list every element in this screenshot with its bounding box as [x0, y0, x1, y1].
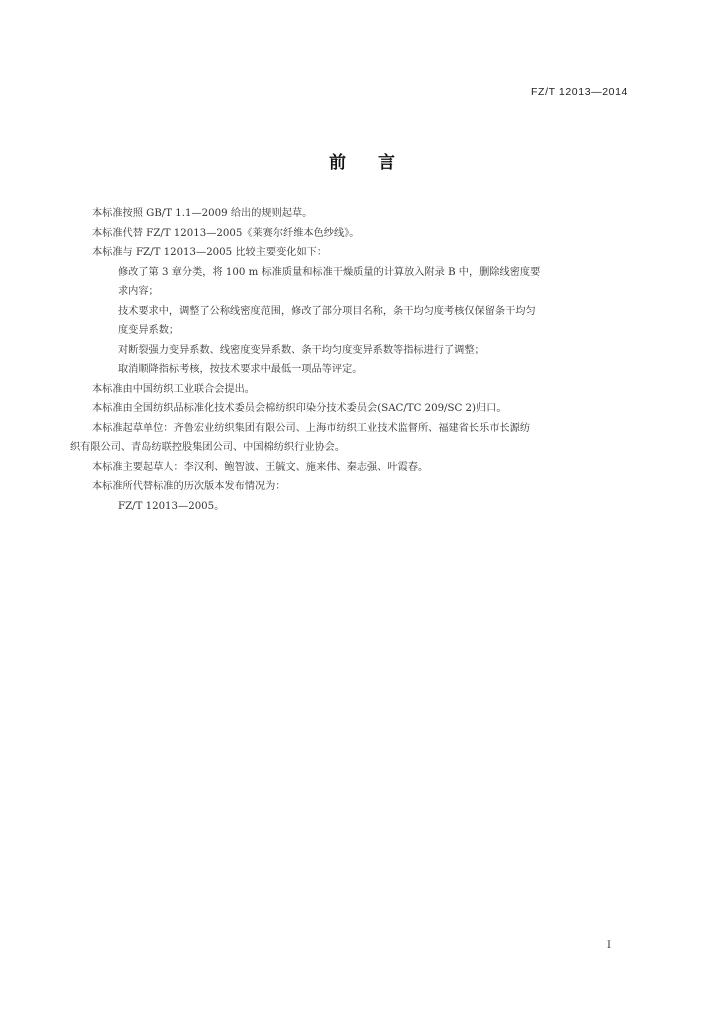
- standard-code: FZ/T 12013—2014: [531, 86, 628, 98]
- change-item-technical-requirements: 技术要求中，调整了公称线密度范围，修改了部分项目名称，条干均匀度考核仅保留条干均匀: [118, 305, 536, 317]
- change-item-indicators: 对断裂强力变异系数、线密度变异系数、条干均匀度变异系数等指标进行了调整；: [118, 344, 485, 356]
- paragraph-drafting-rules: 本标准按照 GB/T 1.1—2009 给出的规则起草。: [92, 208, 313, 219]
- change-item-classification: 修改了第 3 章分类，将 100 m 标准质量和标准干燥质量的计算放入附录 B 中，删除线密度要: [118, 266, 541, 278]
- foreword-body: [70, 204, 632, 516]
- paragraph-under-jurisdiction: 本标准由全国纺织品标准化技术委员会棉纺织印染分技术委员会(SAC/TC 209/SC 2)归口。: [92, 403, 507, 414]
- change-item-classification-cont: 求内容；: [118, 286, 159, 297]
- previous-edition-item: FZ/T 12013—2005。: [118, 500, 225, 512]
- paragraph-previous-editions: 本标准所代替标准的历次版本发布情况为：: [92, 481, 286, 492]
- page-title: 前言: [329, 153, 427, 173]
- change-item-technical-requirements-cont: 度变异系数；: [118, 325, 180, 336]
- paragraph-proposed-by: 本标准由中国纺织工业联合会提出。: [92, 383, 255, 395]
- paragraph-changes-intro: 本标准与 FZ/T 12013—2005 比较主要变化如下：: [92, 247, 328, 258]
- paragraph-drafting-organizations: 本标准起草单位：齐鲁宏业纺织集团有限公司、上海市纺织工业技术监督所、福建省长乐市长源纺: [92, 422, 531, 434]
- page-number: I: [607, 940, 611, 951]
- paragraph-main-drafters: 本标准主要起草人：李汉利、鲍智波、王毓文、施来伟、秦志强、叶霞春。: [92, 461, 429, 473]
- paragraph-drafting-organizations-cont: 织有限公司、青岛纺联控股集团公司、中国棉纺织行业协会。: [70, 442, 346, 453]
- paragraph-replaces: 本标准代替 FZ/T 12013—2005《莱赛尔纤维本色纱线》。: [92, 227, 360, 239]
- change-item-grading: 取消顺降指标考核，按技术要求中最低一项品等评定。: [118, 364, 363, 375]
